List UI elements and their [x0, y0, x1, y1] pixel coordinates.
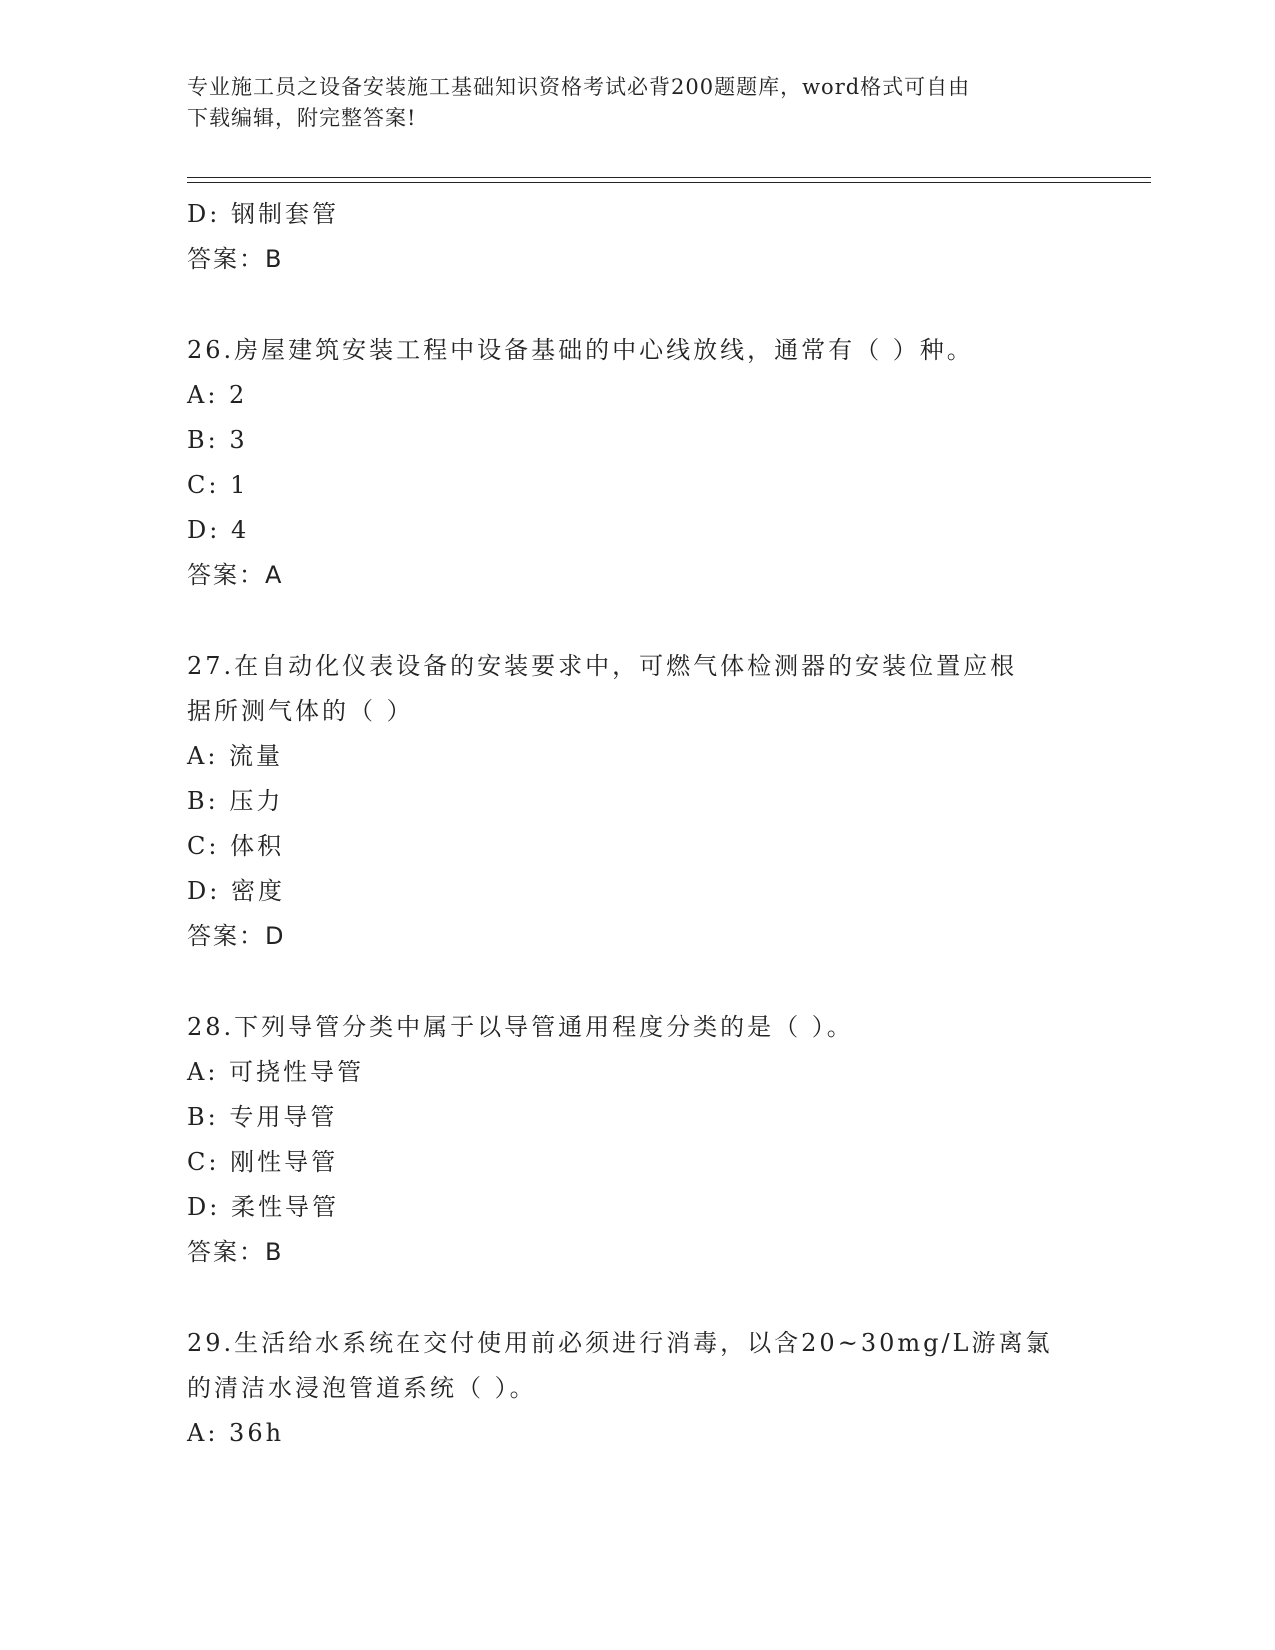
- question-28-option-b: B: 专用导管: [187, 1103, 338, 1131]
- spacer: [187, 598, 1087, 644]
- question-27: [187, 644, 1087, 959]
- question-27-option-a: A: 流量: [187, 742, 284, 770]
- spacer: [187, 959, 1087, 1005]
- header-divider-bottom: [187, 182, 1151, 183]
- question-26-option-a: A: 2: [187, 381, 248, 409]
- prev-option-d: D: 钢制套管: [187, 200, 339, 228]
- header-line-2: 下载编辑，附完整答案!: [187, 106, 417, 130]
- question-29-option-a: A: 36h: [187, 1419, 285, 1447]
- question-26-option-b: B: 3: [187, 426, 248, 454]
- question-28-option-c: C: 刚性导管: [187, 1148, 339, 1176]
- question-28-option-a: A: 可挠性导管: [187, 1058, 365, 1086]
- question-26-option-d: D: 4: [187, 516, 250, 544]
- question-29-text-line-1: 29.生活给水系统在交付使用前必须进行消毒，以含20~30mg/L游离氯: [187, 1329, 1053, 1357]
- document-body: [187, 192, 1087, 1456]
- question-27-text-line-2: 据所测气体的（ ）: [187, 697, 414, 725]
- spacer: [187, 1275, 1087, 1321]
- question-26-text: 26.房屋建筑安装工程中设备基础的中心线放线，通常有（ ）种。: [187, 336, 974, 364]
- question-29-text-line-2: 的清洁水浸泡管道系统（ ）。: [187, 1374, 537, 1402]
- question-27-answer: 答案：D: [187, 922, 286, 950]
- document-header: [187, 72, 1067, 134]
- question-28: [187, 1005, 1087, 1275]
- spacer: [187, 282, 1087, 328]
- question-26-option-c: C: 1: [187, 471, 249, 499]
- question-26-answer: 答案：A: [187, 561, 284, 589]
- question-27-text-line-1: 27.在自动化仪表设备的安装要求中，可燃气体检测器的安装位置应根: [187, 652, 1018, 680]
- prev-answer: 答案：B: [187, 245, 284, 273]
- question-28-option-d: D: 柔性导管: [187, 1193, 339, 1221]
- question-28-text: 28.下列导管分类中属于以导管通用程度分类的是（ ）。: [187, 1013, 854, 1041]
- question-26: [187, 328, 1087, 598]
- question-27-option-b: B: 压力: [187, 787, 284, 815]
- header-line-1: 专业施工员之设备安装施工基础知识资格考试必背200题题库，word格式可自由: [187, 75, 971, 99]
- question-27-option-d: D: 密度: [187, 877, 285, 905]
- question-28-answer: 答案：B: [187, 1238, 284, 1266]
- header-divider-top: [187, 177, 1151, 178]
- question-27-option-c: C: 体积: [187, 832, 285, 860]
- question-29: [187, 1321, 1087, 1456]
